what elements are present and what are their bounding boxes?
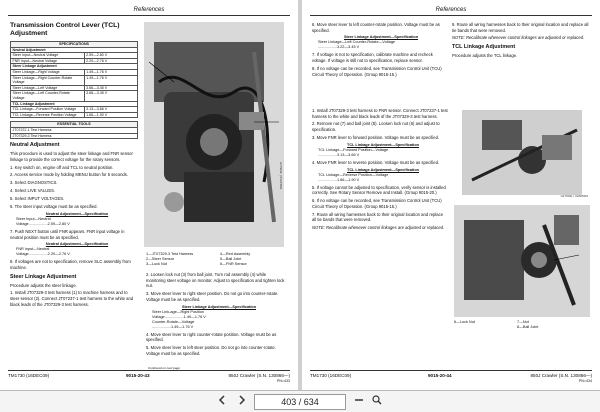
procedure-step: 6. If no voltage can be recorded, see Transmission Control Unit (TCU) Circuit Theory of Operation. (Group 9015-15.)	[312, 198, 442, 209]
table-cell: Neutral Adjustment	[11, 47, 138, 53]
procedure-step: 5. Move steer lever to left steer position. Do not go into counter-rotate. Voltage must be as specified.	[146, 345, 276, 356]
spec-table	[10, 41, 138, 118]
table-cell: Steer Input—Neutral Voltage	[11, 53, 85, 59]
page-title: Transmission Control Lever (TCL) Adjustment	[10, 22, 120, 37]
figure-legend	[220, 252, 290, 267]
spec-block: Steer Linkage Adjustment—Specification Steer Link-age—Right Position Voltage..................1.49—1.76 V Counter-Rotate—Voltage ..................1.49—1.76 V	[152, 304, 257, 329]
legend-item: 4—Red Assembly	[220, 252, 251, 256]
ball-joint-illustration	[454, 205, 590, 317]
procedure-step: 4. Move steer lever to right counter-rotate position. Voltage must be as specified.	[146, 331, 277, 343]
tools-table-heading: ESSENTIAL TOOLS	[11, 122, 138, 128]
neutral-intro: This procedure is used to adjust the steer linkage and FNR sensor linkage to provide the correct voltage for the rotary sensors.	[10, 151, 133, 162]
table-row	[11, 75, 138, 85]
steer-heading: Steer Linkage Adjustment	[10, 273, 77, 280]
page-header: References	[8, 4, 290, 16]
procedure-step: 5. If voltage cannot be adjusted to specification, verify sensor is installed correctly. See Rotary Sensor Remove and Install. (Group 9015-20.)	[312, 184, 446, 196]
note: NOTE: Recalibrate whenever control linkages are adjusted or replaced.	[452, 35, 585, 41]
procedure-step: 4. Select LIVE VALUES.	[10, 188, 56, 194]
ball-joint-photo	[454, 205, 590, 317]
table-cell: Steer Linkage Adjustment	[11, 64, 138, 70]
table-cell: 3.13—3.66 V	[84, 107, 137, 113]
procedure-step: 3. Move FNR lever to forward position. Voltage must be as specified.	[312, 134, 440, 140]
legend-item: 5—Ball Joint	[220, 257, 242, 261]
next-page-button[interactable]	[234, 394, 250, 410]
table-cell: 1.49—1.76 V	[84, 69, 137, 75]
table-cell: 1.66—1.90 V	[84, 112, 137, 118]
minus-icon	[354, 395, 364, 405]
table-row	[11, 91, 138, 101]
procedure-step: 9. Route all wiring harnesses back to their original location and replace all tie bands that were removed.	[452, 22, 589, 33]
page-header: References	[310, 4, 592, 16]
note: NOTE: Recalibrate whenever control linkages are adjusted or replaced.	[312, 225, 445, 231]
right-column-b	[452, 22, 590, 61]
table-cell: 2.59—2.80 V	[84, 53, 137, 59]
procedure-step: 2. Loosen lock nut (3) from ball joint. Turn rod assembly (4) while monitoring steer voltage on monitor. Adjust to specification and tighten lock nut.	[146, 272, 285, 289]
chevron-left-icon	[217, 395, 227, 405]
zoom-out-button[interactable]	[352, 394, 366, 410]
figure-legend	[146, 252, 216, 267]
table-cell: FNR Input—Neutral Voltage	[11, 58, 85, 64]
table-cell: 3.66—3.45 V	[84, 85, 137, 91]
legend-item: 7—Nut	[517, 320, 529, 324]
spec-block: TCL Linkage Adjustment—Specification TCL Linkage—Reverse Position—Voltage ..................1.66—1.90 V	[318, 167, 419, 182]
procedure-step: 2. Remove nut (7) and ball joint (8). Loosen lock nut (6) and adjust to specification.	[312, 121, 440, 133]
procedure-step: 6. Move steer lever to left counter-rotate position. Voltage must be as specified.	[312, 22, 440, 33]
table-cell: Steer Linkage—Left Voltage	[11, 85, 85, 91]
procedure-step: 1. Key switch on, engine off and TCL to neutral position.	[10, 164, 114, 170]
figure-legend	[454, 320, 514, 325]
figure-id: H17904L | 03APR02	[560, 194, 588, 198]
legend-item: 3—Lock Nut	[146, 262, 167, 266]
table-cell: JT07237-1 Test Harness	[11, 127, 138, 133]
table-cell: Steer Linkage—Right Counter-Rotate Voltage	[11, 75, 85, 85]
spec-block: TCL Linkage Adjustment—Specification TCL Linkage—Forward Position—Voltage ..................3.13—3.66 V	[318, 142, 419, 157]
left-column	[10, 22, 138, 310]
spec-block: Neutral Adjustment—Specification FNR Input—Neutral Voltage..................2.29—2.76 V	[16, 242, 109, 257]
spec-block: Steer Linkage Adjustment—Specification Steer Linkage—Left Counter-Rotate—Voltage ..................3.22—3.45 V	[318, 35, 419, 50]
steer-intro: Procedure adjusts the steer linkage.	[10, 282, 77, 288]
step-8: 8. If voltages are not to specification, remove SLC assembly from machine.	[10, 259, 131, 270]
procedure-step: 3. Move steer lever to right steer position. Do not go into counter-rotate. Voltage must be as specified.	[146, 291, 279, 302]
spec-table-heading: SPECIFICATIONS	[11, 42, 138, 48]
viewer-toolbar	[0, 390, 600, 412]
table-cell: 1.49—1.76 V	[84, 75, 137, 85]
page-footer: TM1730 (16DEC09) 9015-20-44 850J Crawler (S.N. 130866—) PN=434	[310, 370, 592, 384]
procedure-step: 6. The steer input voltage must be as specified.	[10, 204, 98, 210]
procedure-step: 8. If no voltage can be recorded, see Transmission Control Unit (TCU) Circuit Theory of Operation. (Group 9015-15.)	[312, 65, 442, 77]
procedure-step: 5. Select INPUT VOLTAGES.	[10, 196, 65, 202]
legend-item: 6—Lock Nut	[454, 320, 475, 324]
procedure-step: 2. Access service mode by holding MENU button for 5 seconds.	[10, 172, 129, 178]
neutral-heading: Neutral Adjustment	[10, 142, 60, 149]
legend-item: 2—Steer Sensor	[146, 257, 175, 261]
table-cell: TCL Linkage Adjustment	[11, 101, 138, 107]
table-cell: JT07329-3 Test Harness	[11, 133, 138, 139]
table-cell: 2.29—2.76 V	[84, 58, 137, 64]
right-column-c	[312, 108, 448, 233]
left-page	[0, 0, 298, 390]
chevron-right-icon	[237, 395, 247, 405]
procedure-step: 1. Install JT07329-3 test harness to FNR sensor. Connect JT07237-1 test harness to the white and black leads of the JT07329-3 test harness.	[312, 108, 448, 119]
step-4: 4. Move FNR lever to reverse position. Voltage must be as specified.	[312, 159, 440, 165]
step-7: 7. Push NEXT button until FNR appears. FNR input voltage in neutral position must be as specified.	[10, 228, 125, 240]
zoom-in-button[interactable]	[370, 394, 384, 410]
left-mid-column	[146, 272, 286, 359]
figure-legend	[517, 320, 577, 330]
table-cell: TCL Linkage—Forward Position Voltage	[11, 107, 85, 113]
legend-item: 8—Ball Joint	[517, 325, 539, 329]
tools-table	[10, 121, 138, 139]
steer-linkage-photo	[144, 22, 284, 247]
right-page	[302, 0, 600, 390]
tcl-intro: Procedure adjusts the TCL linkage.	[452, 53, 518, 59]
page-footer: TM1730 (16DEC09) 9015-20-43 850J Crawler (S.N. 130866—) PN=433 Continued on next page	[8, 366, 290, 383]
steer-linkage-illustration	[144, 22, 284, 247]
tcl-heading: TCL Linkage Adjustment	[452, 44, 516, 51]
right-column-a	[312, 22, 444, 79]
table-cell: Steer Linkage—Right Voltage	[11, 69, 85, 75]
steer-step-1: 1. Install JT07329-3 test harness (1) to machine harness and to steer sensor (2). Connect JT07237-1 test harness to the white and black leads of the JT07329-3 test harness.	[10, 290, 134, 307]
table-cell: TCL Linkage—Reverse Position Voltage	[11, 112, 85, 118]
legend-item: 6—FNR Sensor	[220, 262, 247, 266]
table-cell: 3.68—3.45 V	[84, 91, 137, 101]
page-number-input[interactable]: 403 / 634	[254, 394, 346, 410]
spec-block: Neutral Adjustment—Specification Steer Input—Neutral Voltage..................2.59—2.80 V	[16, 211, 109, 226]
legend-item: 1—JT07329-3 Test Harness	[146, 252, 194, 256]
table-row	[11, 112, 138, 118]
magnifier-icon	[372, 395, 382, 405]
previous-page-button[interactable]	[214, 394, 230, 410]
figure-id: H17903L | 03APR02	[279, 162, 283, 190]
table-row	[11, 133, 138, 139]
procedure-step: 7. If voltage is not to specification, calibrate machine and recheck voltage. If voltage is still not to specification, replace sensor.	[312, 52, 433, 64]
procedure-step: 7. Route all wiring harnesses back to their original location and replace all tie bands that were removed.	[312, 211, 444, 223]
table-cell: Steer Linkage—Left Counter-Rotate Voltage	[11, 91, 85, 101]
procedure-step: 3. Select DIAGNOSTICS.	[10, 180, 58, 186]
